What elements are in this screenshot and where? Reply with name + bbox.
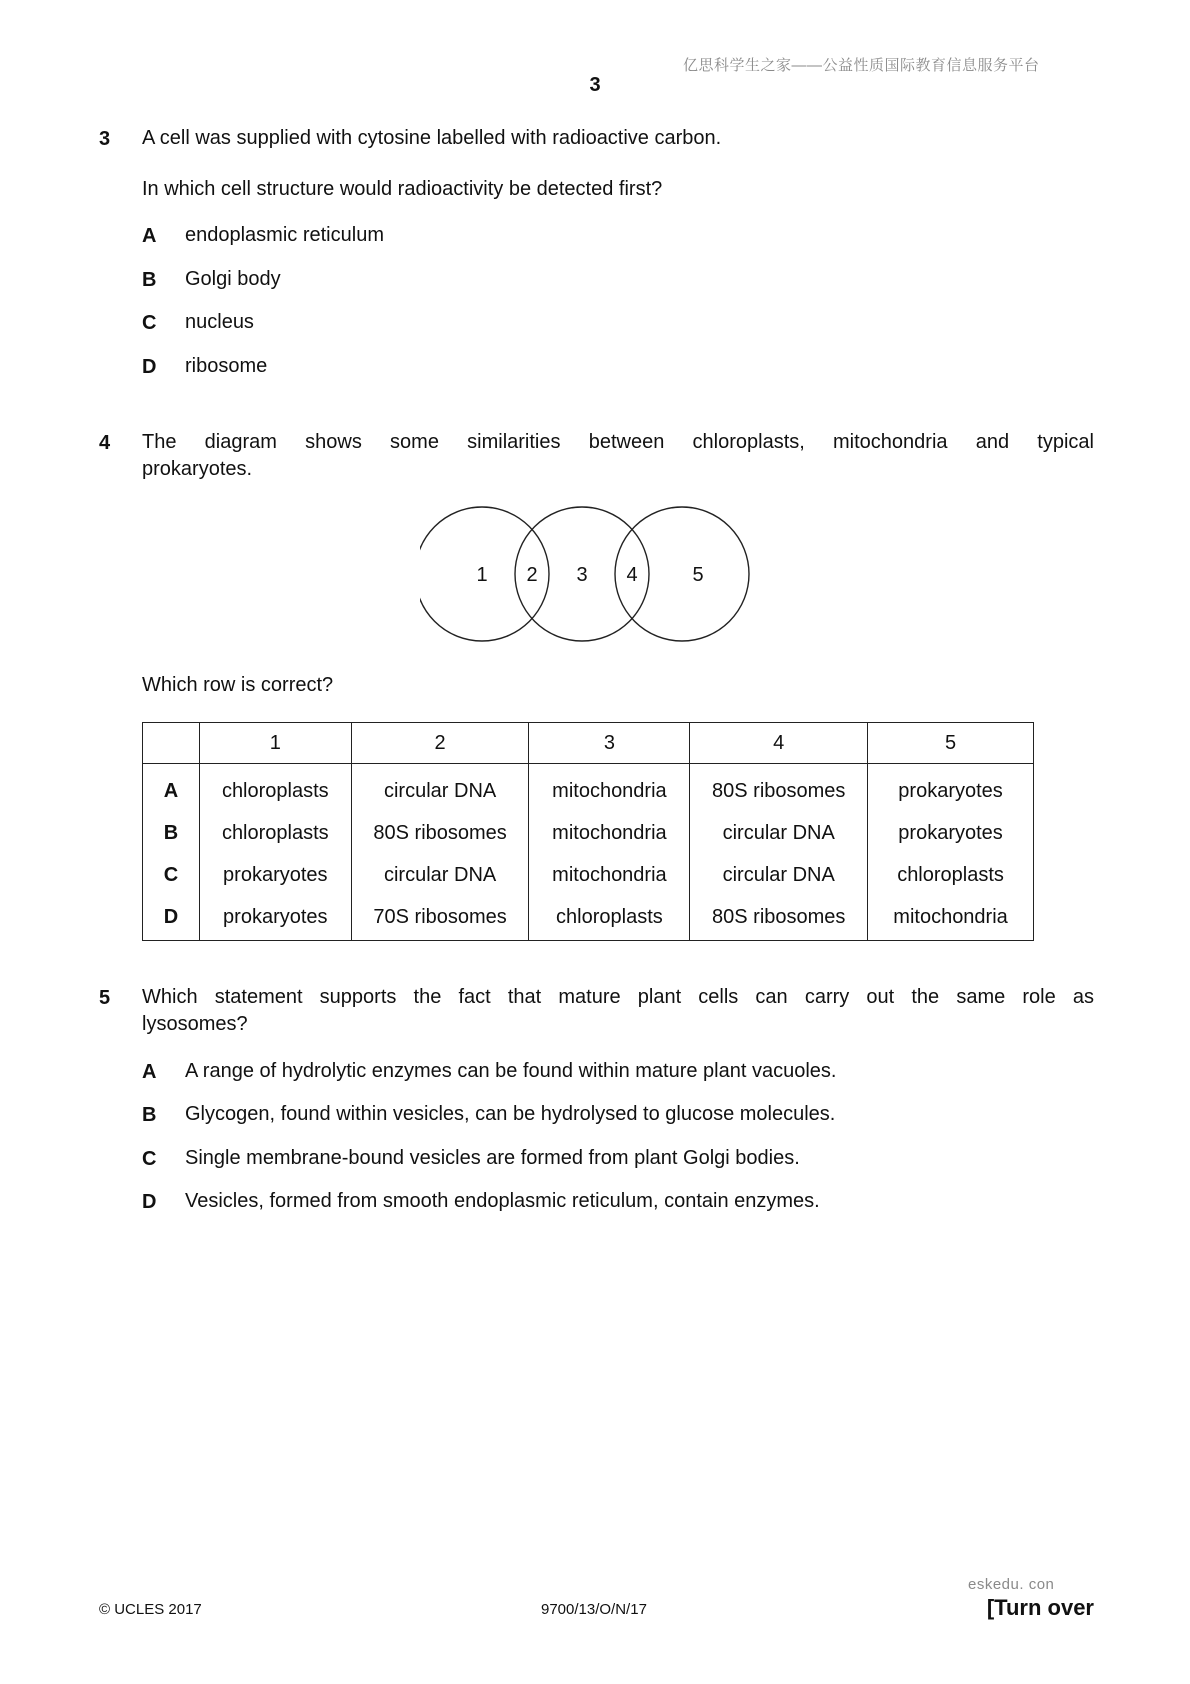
table-cell: mitochondria bbox=[529, 764, 690, 813]
table-cell: chloroplasts bbox=[199, 764, 351, 813]
q5-option-c-letter: C bbox=[142, 1148, 157, 1170]
question-3-number: 3 bbox=[99, 128, 111, 150]
q5-option-b-letter: B bbox=[142, 1104, 157, 1126]
q5-option-d-text: Vesicles, formed from smooth endoplasmic reticulum, contain enzymes. bbox=[185, 1190, 820, 1212]
table-header-cell bbox=[143, 723, 200, 764]
q5-option-c-text: Single membrane-bound vesicles are formed from plant Golgi bodies. bbox=[185, 1147, 800, 1169]
table-cell: chloroplasts bbox=[529, 896, 690, 941]
q5-option-a-text: A range of hydrolytic enzymes can be found within mature plant vacuoles. bbox=[185, 1060, 837, 1082]
question-4-prompt: Which row is correct? bbox=[142, 674, 334, 696]
table-cell: 80S ribosomes bbox=[690, 764, 868, 813]
table-cell: circular DNA bbox=[690, 812, 868, 854]
footer-copyright: © UCLES 2017 bbox=[99, 1601, 202, 1618]
q3-option-c-text: nucleus bbox=[185, 311, 254, 333]
question-5-stem-line1: Which statement supports the fact that mature plant cells can carry out the same role as bbox=[142, 986, 1094, 1008]
site-watermark: eskedu. con bbox=[968, 1576, 1055, 1593]
table-row-label: B bbox=[143, 812, 200, 854]
question-4-stem-line1: The diagram shows some similarities between chloroplasts, mitochondria and typical bbox=[142, 431, 1094, 453]
q3-option-a-letter: A bbox=[142, 225, 157, 247]
table-cell: prokaryotes bbox=[199, 896, 351, 941]
table-cell: prokaryotes bbox=[868, 764, 1034, 813]
table-cell: chloroplasts bbox=[199, 812, 351, 854]
table-header-cell: 2 bbox=[351, 723, 529, 764]
table-cell: 80S ribosomes bbox=[690, 896, 868, 941]
table-cell: mitochondria bbox=[529, 812, 690, 854]
q3-option-c-letter: C bbox=[142, 312, 157, 334]
table-header-row bbox=[143, 723, 1034, 764]
page-number: 3 bbox=[589, 74, 601, 96]
table-cell: chloroplasts bbox=[868, 854, 1034, 896]
table-cell: circular DNA bbox=[690, 854, 868, 896]
q3-option-d-text: ribosome bbox=[185, 355, 268, 377]
table-cell: circular DNA bbox=[351, 764, 529, 813]
q5-option-a-letter: A bbox=[142, 1061, 157, 1083]
header-watermark: 亿思科学生之家——公益性质国际教育信息服务平台 bbox=[683, 57, 1040, 74]
q5-option-b-text: Glycogen, found within vesicles, can be hydrolysed to glucose molecules. bbox=[185, 1103, 836, 1125]
table-cell: 80S ribosomes bbox=[351, 812, 529, 854]
question-5-number: 5 bbox=[99, 987, 111, 1009]
venn-label-2: 2 bbox=[526, 564, 538, 586]
answer-table bbox=[142, 722, 1034, 941]
table-header-cell: 1 bbox=[199, 723, 351, 764]
q5-option-d-letter: D bbox=[142, 1191, 157, 1213]
venn-label-3: 3 bbox=[576, 564, 588, 586]
table-row-label: D bbox=[143, 896, 200, 941]
table-header-cell: 4 bbox=[690, 723, 868, 764]
question-3-stem: A cell was supplied with cytosine labelled with radioactive carbon. bbox=[142, 127, 722, 149]
q3-option-a-text: endoplasmic reticulum bbox=[185, 224, 384, 246]
table-row bbox=[143, 812, 1034, 854]
table-cell: 70S ribosomes bbox=[351, 896, 529, 941]
table-row bbox=[143, 764, 1034, 813]
question-3-prompt: In which cell structure would radioactivity be detected first? bbox=[142, 178, 663, 200]
footer-paper-code: 9700/13/O/N/17 bbox=[541, 1601, 647, 1618]
question-5-stem-line2: lysosomes? bbox=[142, 1013, 248, 1035]
q3-option-b-letter: B bbox=[142, 269, 157, 291]
question-4-number: 4 bbox=[99, 432, 111, 454]
table-row-label: C bbox=[143, 854, 200, 896]
table-cell: mitochondria bbox=[868, 896, 1034, 941]
q3-option-b-text: Golgi body bbox=[185, 268, 281, 290]
table-row bbox=[143, 854, 1034, 896]
venn-label-4: 4 bbox=[626, 564, 638, 586]
table-header-cell: 3 bbox=[529, 723, 690, 764]
table-row-label: A bbox=[143, 764, 200, 813]
table-cell: prokaryotes bbox=[868, 812, 1034, 854]
venn-diagram bbox=[420, 500, 780, 650]
table-cell: circular DNA bbox=[351, 854, 529, 896]
venn-label-5: 5 bbox=[692, 564, 704, 586]
table-cell: mitochondria bbox=[529, 854, 690, 896]
table-cell: prokaryotes bbox=[199, 854, 351, 896]
q3-option-d-letter: D bbox=[142, 356, 157, 378]
turn-over-label: [Turn over bbox=[986, 1595, 1094, 1620]
table-row bbox=[143, 896, 1034, 941]
question-4-stem-line2: prokaryotes. bbox=[142, 458, 253, 480]
table-header-cell: 5 bbox=[868, 723, 1034, 764]
venn-label-1: 1 bbox=[476, 564, 488, 586]
